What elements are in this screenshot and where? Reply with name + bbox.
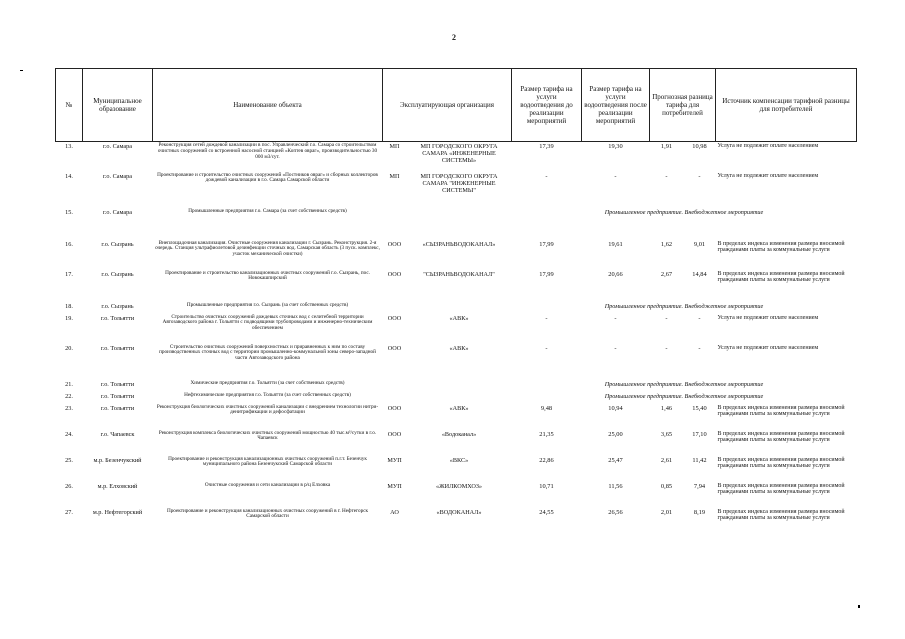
object-name-cell: Очистные сооружения и сети канализации в р/ц Елховка [204,481,331,488]
table-body [56,142,857,542]
source-cell: Услуга не подлежит оплате населением [717,143,819,149]
org-form-cell: МП [389,143,400,150]
object-name-cell: Реконструкция сетей дождевой канализации в пос. Управленческий г.о. Самара со строительством очистных сооружений со встроенной насосной станцией «Коптев овраг», производительностью 30 000 м3/сут. [157,142,378,160]
municipality-cell: м.р. Безенчукский [93,456,142,464]
org-form-cell: МУП [387,456,402,464]
forecast-percent-cell: 10,98 [692,143,707,150]
header-municipality: Муниципальное образование [83,69,153,142]
organization-cell: «ЖИЛКОМХОЗ» [435,482,483,490]
org-form-cell: ООО [387,240,402,248]
table-row [56,142,857,172]
municipality-cell: г.о. Тольятти [100,344,135,352]
header-tariff-before: Размер тарифа на услуги водоотведения до реализации мероприятий [512,69,582,142]
tariff-before-cell: - [545,172,548,180]
tariff-after-cell: 11,56 [608,482,623,490]
org-form-cell: ООО [387,430,402,438]
object-name-cell: Строительство очистных сооружений поверхностных и приравненных к ним по составу производственных сточных вод с территории промышленно-коммунальной зоны северо-западной части Автозаводского района [159,343,376,362]
object-name-cell: Проектирование и реконструкция канализационных очистных сооружений п.г.т. Безенчук муниципального района Безенчукский Самарской области [168,455,367,468]
tariff-before-cell: - [545,344,548,352]
source-cell: Услуга не подлежит оплате населением [717,172,819,179]
object-name-cell: Промышленные предприятия г.о. Сызрань (за счет собственных средств) [186,301,349,308]
object-name-cell: Проектирование и реконструкция канализационных очистных сооружений в г. Нефтегорск Самарской области [166,507,369,520]
row-number: 20. [65,344,73,352]
tariff-after-cell: - [614,344,617,352]
header-forecast: Прогнозная разница тарифа для потребителей [650,69,716,142]
forecast-diff-cell: 2,61 [660,456,673,464]
organization-cell: «АВК» [449,344,469,352]
source-cell: В пределах индекса изменения размера вносимой гражданами платы за коммунальные услуги [717,456,845,470]
header-operator: Эксплуатирующая организация [383,69,512,142]
source-cell: Услуга не подлежит оплате населением [717,314,819,321]
org-form-cell: ООО [387,314,402,322]
municipality-cell: г.о. Сызрань [101,302,134,310]
forecast-diff-cell: - [665,172,668,180]
forecast-diff-cell: - [665,344,668,352]
organization-cell: «ВКС» [449,456,469,464]
table-row [56,508,857,542]
row-number: 18. [65,302,73,310]
org-form-cell: МУП [387,482,402,490]
tariff-after-cell: 26,56 [608,508,623,516]
tariff-after-cell: 25,47 [608,456,623,464]
forecast-percent-cell: 7,94 [693,482,706,490]
municipality-cell: м.р. Елховский [97,482,138,490]
forecast-percent-cell: 15,40 [692,404,707,412]
tariff-before-cell: - [545,314,548,322]
forecast-diff-cell: 1,62 [660,240,673,248]
municipality-cell: г.о. Тольятти [100,314,135,322]
tariff-table [55,68,857,542]
forecast-percent-cell: 8,19 [693,508,706,516]
municipality-cell: г.о. Сызрань [101,240,134,248]
object-name-cell: Промышленные предприятия г.о. Самара (за счет собственных средств) [188,207,347,214]
table-row [56,404,857,430]
forecast-diff-cell: 2,67 [660,270,673,278]
row-number: 17. [65,270,73,278]
table-row [56,344,857,380]
spacer-cell [383,208,512,240]
tariff-before-cell: 9,48 [540,404,553,412]
table-row [56,392,857,404]
municipality-cell: г.о. Тольятти [100,404,135,412]
row-number: 19. [65,314,73,322]
forecast-diff-cell: 1,91 [660,143,673,150]
forecast-diff-cell: 1,46 [660,404,673,412]
forecast-percent-cell: - [698,344,701,352]
org-form-cell: ООО [387,270,402,278]
tariff-after-cell: 19,30 [608,143,623,150]
organization-cell: "СЫЗРАНЬВОДОКАНАЛ" [423,270,495,278]
tariff-after-cell: 19,61 [608,240,623,248]
tariff-before-cell: 17,99 [539,240,554,248]
source-cell: В пределах индекса изменения размера вносимой гражданами платы за коммунальные услуги [717,404,845,418]
tariff-before-cell: 21,35 [539,430,554,438]
forecast-percent-cell: 17,10 [692,430,707,438]
tariff-after-cell: 10,94 [608,404,623,412]
row-number: 16. [65,240,73,248]
table-row [56,270,857,302]
object-name-cell: Внеплощадочная канализация. Очистные сооружения канализации г. Сызрань. Реконструкция. 2-я очередь. Станция ультрафиолетовой дезинфекции сточных вод. Самарская область (3 пуск. комплекс, участок механической очистки) [155,239,380,258]
row-number: 15. [65,208,73,216]
organization-cell: МП ГОРОДСКОГО ОКРУГА САМАРА "ИНЖЕНЕРНЫЕ СИСТЕМЫ" [420,172,498,194]
table-row [56,302,857,314]
tariff-before-cell: 17,99 [539,270,554,278]
table-header-row [56,69,857,142]
note-cell: Промышленное предприятие. Внебюджетное мероприятие [604,208,764,216]
note-cell: Промышленное предприятие. Внебюджетное мероприятие [604,380,764,388]
header-tariff-after: Размер тарифа на услуги водоотведения после реализации мероприятий [582,69,650,142]
municipality-cell: г.о. Чапаевск [100,430,135,438]
tariff-after-cell: 20,66 [608,270,623,278]
object-name-cell: Нефтехимические предприятия г.о. Тольятти (за счет собственных средств) [184,391,351,398]
header-source: Источник компенсации тарифной разницы для потребителей [716,69,857,142]
tariff-before-cell: 10,71 [539,482,554,490]
forecast-diff-cell: 0,85 [660,482,673,490]
table-row [56,456,857,482]
forecast-percent-cell: - [698,314,701,322]
object-name-cell: Химические предприятия г.о. Тольятти (за счет собственных средств) [190,379,345,386]
row-number: 22. [65,392,73,400]
table-row [56,482,857,508]
object-name-cell: Реконструкция биологических очистных сооружений канализации с внедрением технологии нитри-денитрификации и дефосфатации [156,403,379,416]
org-form-cell: ООО [387,404,402,412]
spacer-cell [383,392,512,404]
spacer-cell [383,380,512,392]
row-number: 25. [65,456,73,464]
source-cell: В пределах индекса изменения размера вносимой гражданами платы за коммунальные услуги [717,270,845,284]
source-cell: В пределах индекса изменения размера вносимой гражданами платы за коммунальные услуги [717,482,845,496]
corner-mark-right [858,605,860,608]
header-object: Наименование объекта [153,69,383,142]
corner-mark-left [20,70,23,71]
municipality-cell: г.о. Сызрань [101,270,134,278]
municipality-cell: г.о. Тольятти [100,380,135,388]
tariff-before-cell: 17,39 [539,143,554,150]
row-number: 13. [65,143,73,150]
source-cell: В пределах индекса изменения размера вносимой гражданами платы за коммунальные услуги [717,240,845,254]
forecast-percent-cell: 11,42 [692,456,707,464]
org-form-cell: ООО [387,344,402,352]
spacer-cell [383,302,512,314]
row-number: 26. [65,482,73,490]
table-row [56,172,857,208]
tariff-before-cell: 24,55 [539,508,554,516]
source-cell: Услуга не подлежит оплате населением [717,344,819,351]
forecast-diff-cell: - [665,314,668,322]
row-number: 23. [65,404,73,412]
note-cell: Промышленное предприятие. Внебюджетное мероприятие [604,302,764,310]
source-cell: В пределах индекса изменения размера вносимой гражданами платы за коммунальные услуги [717,430,845,444]
object-name-cell: Проектирование и строительство канализационных очистных сооружений г.о. Сызрань, пос. Новокашпирский [165,269,370,282]
forecast-diff-cell: 3,65 [660,430,673,438]
table-row [56,240,857,270]
table-row [56,314,857,344]
tariff-after-cell: 25,00 [608,430,623,438]
organization-cell: «Водоканал» [441,430,477,438]
municipality-cell: г.о. Самара [103,143,132,150]
tariff-before-cell: 22,86 [539,456,554,464]
org-form-cell: АО [390,508,399,516]
organization-cell: «АВК» [449,404,469,412]
organization-cell: «СЫЗРАНЬВОДОКАНАЛ» [422,240,496,248]
table-row [56,380,857,392]
source-cell: В пределах индекса изменения размера вносимой гражданами платы за коммунальные услуги [717,508,845,522]
table-row [56,208,857,240]
forecast-percent-cell: - [698,172,701,180]
row-number: 24. [65,430,73,438]
tariff-after-cell: - [614,314,617,322]
forecast-percent-cell: 9,01 [693,240,706,248]
municipality-cell: г.о. Тольятти [100,392,135,400]
table-row [56,430,857,456]
municipality-cell: г.о. Самара [103,172,132,180]
forecast-percent-cell: 14,84 [692,270,707,278]
organization-cell: «АВК» [449,314,469,322]
organization-cell: «ВОДОКАНАЛ» [436,508,482,516]
note-cell: Промышленное предприятие. Внебюджетное мероприятие [604,392,764,400]
row-number: 14. [65,172,73,180]
row-number: 21. [65,380,73,388]
tariff-after-cell: - [614,172,617,180]
municipality-cell: м.р. Нефтегорский [92,508,143,516]
organization-cell: МП ГОРОДСКОГО ОКРУГА САМАРА «ИНЖЕНЕРНЫЕ СИСТЕМЫ» [420,143,498,165]
object-name-cell: Реконструкция комплекса биологических очистных сооружений мощностью 40 тыс.м³/сутки в г.о. Чапаевск [158,429,377,442]
forecast-diff-cell: 2,01 [660,508,673,516]
municipality-cell: г.о. Самара [103,208,132,216]
object-name-cell: Строительство очистных сооружений дождевых сточных вод с селитебной территории Автозаводского района г. Тольятти с подводящими трубопроводами и инженерно-техническим обеспечением [162,313,373,332]
page-number: 2 [452,33,456,42]
object-name-cell: Проектирование и строительство очистных сооружений «Постников овраг» и сборных коллекторов дождевой канализации в г.о. Самара Самарской области [157,171,378,184]
org-form-cell: МП [389,172,400,180]
header-num: № [56,69,83,142]
row-number: 27. [65,508,73,516]
